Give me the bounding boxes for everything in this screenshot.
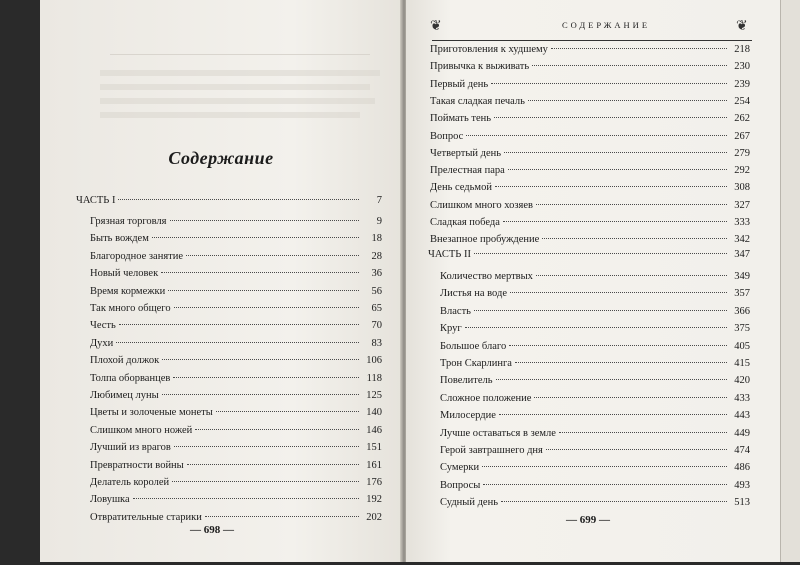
toc-entry-page: 342 — [734, 234, 750, 246]
toc-entry — [90, 354, 382, 368]
toc-entry-title: Судный день — [440, 497, 499, 509]
toc-entry — [440, 479, 750, 493]
leader-dots — [195, 429, 359, 430]
toc-entry — [90, 459, 382, 473]
toc-entry-title: Сложное положение — [440, 392, 532, 404]
toc-entry — [440, 322, 750, 336]
toc-entry — [430, 233, 750, 247]
toc-entry — [440, 340, 750, 354]
toc-entry-title: Милосердие — [440, 410, 496, 422]
toc-entry-page: 267 — [734, 130, 750, 142]
leader-dots — [170, 220, 359, 221]
toc-entry-title: Духи — [90, 337, 114, 349]
toc-entry — [430, 147, 750, 161]
toc-entry-page: 56 — [371, 285, 382, 297]
running-head: СОДЕРЖАНИЕ — [561, 20, 651, 30]
leader-dots — [482, 466, 727, 467]
toc-entry — [430, 181, 750, 195]
leader-dots — [118, 199, 359, 200]
toc-entry-title: Ловушка — [90, 494, 130, 506]
part-label: ЧАСТЬ II — [428, 249, 471, 260]
toc-entry-title: Большое благо — [440, 340, 507, 352]
toc-entry-title: Новый человек — [90, 268, 159, 280]
toc-entry-page: 292 — [734, 165, 750, 177]
leader-dots — [168, 290, 359, 291]
toc-entry — [430, 43, 750, 57]
bleed-through-text — [100, 112, 360, 118]
toc-entry-page: 230 — [734, 61, 750, 73]
toc-entry-page: 28 — [371, 250, 382, 262]
toc-entry-title: Благородное занятие — [90, 250, 184, 262]
leader-dots — [152, 237, 359, 238]
toc-entry — [440, 409, 750, 423]
leader-dots — [162, 394, 359, 395]
toc-entry-page: 218 — [734, 44, 750, 55]
toc-entry-title: Повелитель — [440, 375, 493, 387]
toc-entry — [90, 267, 382, 281]
page-number: — 698 — — [190, 524, 234, 536]
toc-entry — [440, 305, 750, 319]
part-heading — [428, 248, 750, 262]
leader-dots — [474, 310, 727, 311]
leader-dots — [216, 411, 359, 412]
leader-dots — [174, 307, 359, 308]
toc-entry-title: Круг — [440, 323, 462, 335]
leader-dots — [186, 255, 359, 256]
toc-entry-page: 192 — [366, 494, 382, 506]
toc-entry-title: Слишком много ножей — [90, 424, 193, 436]
leader-dots — [116, 342, 359, 343]
toc-entry-page: 327 — [734, 199, 750, 211]
toc-entry-page: 333 — [734, 217, 750, 228]
page-edges — [780, 0, 800, 562]
toc-entry — [430, 95, 750, 109]
toc-entry-page: 443 — [734, 410, 750, 422]
toc-entry-page: 118 — [366, 372, 382, 384]
toc-entry — [440, 374, 750, 388]
toc-entry-title: Любимец луны — [90, 390, 159, 401]
toc-entry — [90, 476, 382, 490]
leader-dots — [546, 449, 727, 450]
toc-entry — [90, 215, 382, 229]
toc-entry-page: 308 — [734, 182, 750, 194]
toc-entry — [90, 389, 382, 403]
toc-entry-page: 279 — [734, 147, 750, 159]
toc-entry — [90, 285, 382, 299]
leader-dots — [466, 135, 727, 136]
part-heading — [76, 194, 382, 208]
toc-entry-title: Такая сладкая печаль — [430, 95, 525, 107]
toc-entry-page: 65 — [371, 303, 382, 314]
toc-entry-page: 366 — [734, 305, 750, 317]
toc-entry-title: Так много общего — [90, 303, 171, 314]
toc-entry-page: 70 — [371, 320, 382, 332]
toc-entry-title: Время кормежки — [90, 285, 166, 297]
toc-entry-title: Привычка к выживать — [430, 61, 530, 73]
toc-entry-page: 415 — [734, 358, 750, 369]
toc-entry-page: 151 — [366, 442, 382, 454]
toc-entry-page: 375 — [734, 323, 750, 335]
ornament-icon: ❦ — [430, 19, 442, 34]
toc-entry-title: Листья на воде — [440, 288, 507, 300]
toc-entry-page: 146 — [366, 424, 382, 436]
leader-dots — [501, 501, 727, 502]
leader-dots — [503, 221, 727, 222]
leader-dots — [465, 327, 727, 328]
toc-entry — [90, 250, 382, 264]
toc-entry — [430, 199, 750, 213]
leader-dots — [528, 100, 727, 101]
toc-entry-title: Первый день — [430, 78, 489, 90]
toc-entry — [440, 461, 750, 475]
toc-entry — [90, 493, 382, 507]
leader-dots — [495, 186, 727, 187]
toc-entry — [430, 78, 750, 92]
page-title: Содержание — [168, 148, 274, 168]
ornament-icon: ❦ — [736, 19, 748, 34]
leader-dots — [508, 169, 727, 170]
leader-dots — [499, 414, 727, 415]
leader-dots — [187, 464, 359, 465]
toc-entry-title: Прелестная пара — [430, 165, 505, 177]
toc-entry-page: 36 — [371, 268, 382, 280]
toc-entry-title: Честь — [90, 320, 116, 332]
toc-entry-title: Отвратительные старики — [90, 511, 202, 523]
toc-entry-title: Вопрос — [430, 130, 464, 142]
toc-entry-page: 357 — [734, 288, 750, 300]
toc-entry-title: Лучший из врагов — [90, 442, 171, 454]
toc-entry-page: 176 — [366, 477, 382, 488]
toc-entry-page: 161 — [366, 459, 382, 471]
toc-entry-title: Приготовления к худшему — [430, 44, 548, 55]
toc-entry — [90, 319, 382, 333]
leader-dots — [173, 377, 359, 378]
toc-entry — [430, 216, 750, 230]
leader-dots — [542, 238, 727, 239]
toc-entry — [90, 424, 382, 438]
toc-entry-page: 9 — [376, 216, 382, 227]
toc-entry-page: 405 — [734, 340, 750, 352]
toc-entry-title: Трон Скарлинга — [440, 358, 512, 369]
toc-entry-title: Четвертый день — [430, 147, 502, 159]
toc-entry-title: Превратности войны — [90, 459, 184, 471]
toc-entry-title: Внезапное пробуждение — [430, 234, 540, 246]
toc-entry — [440, 427, 750, 441]
toc-entry — [440, 357, 750, 371]
toc-entry-page: 486 — [734, 462, 750, 474]
toc-entry — [90, 406, 382, 420]
toc-entry — [440, 287, 750, 301]
toc-entry — [440, 270, 750, 284]
toc-entry-page: 18 — [371, 233, 382, 245]
bleed-through-header — [110, 36, 370, 55]
toc-entry-page: 106 — [366, 355, 382, 367]
book-spread — [40, 0, 780, 562]
leader-dots — [205, 516, 359, 517]
toc-entry-title: День седьмой — [430, 182, 492, 194]
toc-entry — [440, 392, 750, 406]
toc-entry-page: 513 — [734, 497, 750, 509]
toc-entry-title: Власть — [440, 305, 471, 317]
toc-entry-title: Делатель королей — [90, 477, 170, 488]
bleed-through-text — [100, 70, 380, 76]
leader-dots — [536, 204, 727, 205]
toc-entry — [90, 337, 382, 351]
toc-entry-title: Сладкая победа — [430, 217, 500, 228]
toc-entry-page: 349 — [734, 271, 750, 282]
leader-dots — [174, 446, 359, 447]
leader-dots — [133, 498, 359, 499]
page-number: — 699 — — [566, 514, 610, 526]
toc-entry — [90, 511, 382, 525]
toc-entry — [440, 444, 750, 458]
leader-dots — [483, 484, 727, 485]
toc-entry — [90, 372, 382, 386]
toc-entry-title: Быть вождем — [90, 233, 149, 245]
leader-dots — [474, 253, 727, 254]
leader-dots — [515, 362, 727, 363]
left-page — [40, 0, 402, 562]
toc-entry — [90, 232, 382, 246]
toc-entry-title: Поймать тень — [430, 113, 492, 125]
toc-entry-title: Сумерки — [440, 462, 480, 474]
leader-dots — [172, 481, 359, 482]
leader-dots — [162, 359, 359, 360]
toc-entry — [430, 130, 750, 144]
leader-dots — [119, 324, 359, 325]
toc-entry-page: 474 — [734, 445, 750, 456]
leader-dots — [510, 292, 727, 293]
toc-entry-title: Лучше оставаться в земле — [440, 427, 556, 439]
toc-entry-title: Грязная торговля — [90, 216, 167, 227]
leader-dots — [161, 272, 359, 273]
toc-entry-page: 433 — [734, 392, 750, 404]
toc-entry-page: 254 — [734, 95, 750, 107]
toc-entry-title: Вопросы — [440, 479, 481, 491]
toc-entry — [430, 60, 750, 74]
leader-dots — [504, 152, 727, 153]
leader-dots — [491, 83, 727, 84]
toc-entry-title: Плохой должок — [90, 355, 160, 367]
leader-dots — [509, 345, 727, 346]
right-page — [406, 0, 780, 562]
leader-dots — [494, 117, 727, 118]
toc-entry-page: 239 — [734, 78, 750, 90]
toc-entry-title: Толпа оборванцев — [90, 372, 171, 384]
toc-entry-page: 262 — [734, 113, 750, 125]
toc-entry-title: Цветы и золоченые монеты — [90, 407, 213, 419]
toc-entry-page: 125 — [366, 390, 382, 401]
toc-entry-page: 420 — [734, 375, 750, 387]
toc-entry — [90, 302, 382, 316]
toc-entry — [90, 441, 382, 455]
toc-entry-title: Количество мертвых — [440, 271, 533, 282]
toc-entry-title: Слишком много хозяев — [430, 199, 533, 211]
bleed-through-text — [100, 84, 370, 90]
leader-dots — [559, 432, 727, 433]
toc-entry-page: 140 — [366, 407, 382, 419]
toc-entry-page: 493 — [734, 479, 750, 491]
bleed-through-text — [100, 98, 375, 104]
toc-entry-title: Герой завтрашнего дня — [440, 445, 543, 456]
leader-dots — [551, 48, 727, 49]
leader-dots — [534, 397, 727, 398]
toc-entry-page: 449 — [734, 427, 750, 439]
part-label: ЧАСТЬ I — [76, 195, 116, 206]
part-page-number: 347 — [734, 249, 750, 260]
leader-dots — [496, 379, 727, 380]
part-page-number: 7 — [376, 195, 382, 206]
toc-entry — [430, 112, 750, 126]
toc-entry-page: 83 — [371, 337, 382, 349]
leader-dots — [536, 275, 727, 276]
toc-entry-page: 202 — [366, 511, 382, 523]
leader-dots — [532, 65, 727, 66]
header-rule — [432, 40, 752, 41]
toc-entry — [430, 164, 750, 178]
toc-entry — [440, 496, 750, 510]
